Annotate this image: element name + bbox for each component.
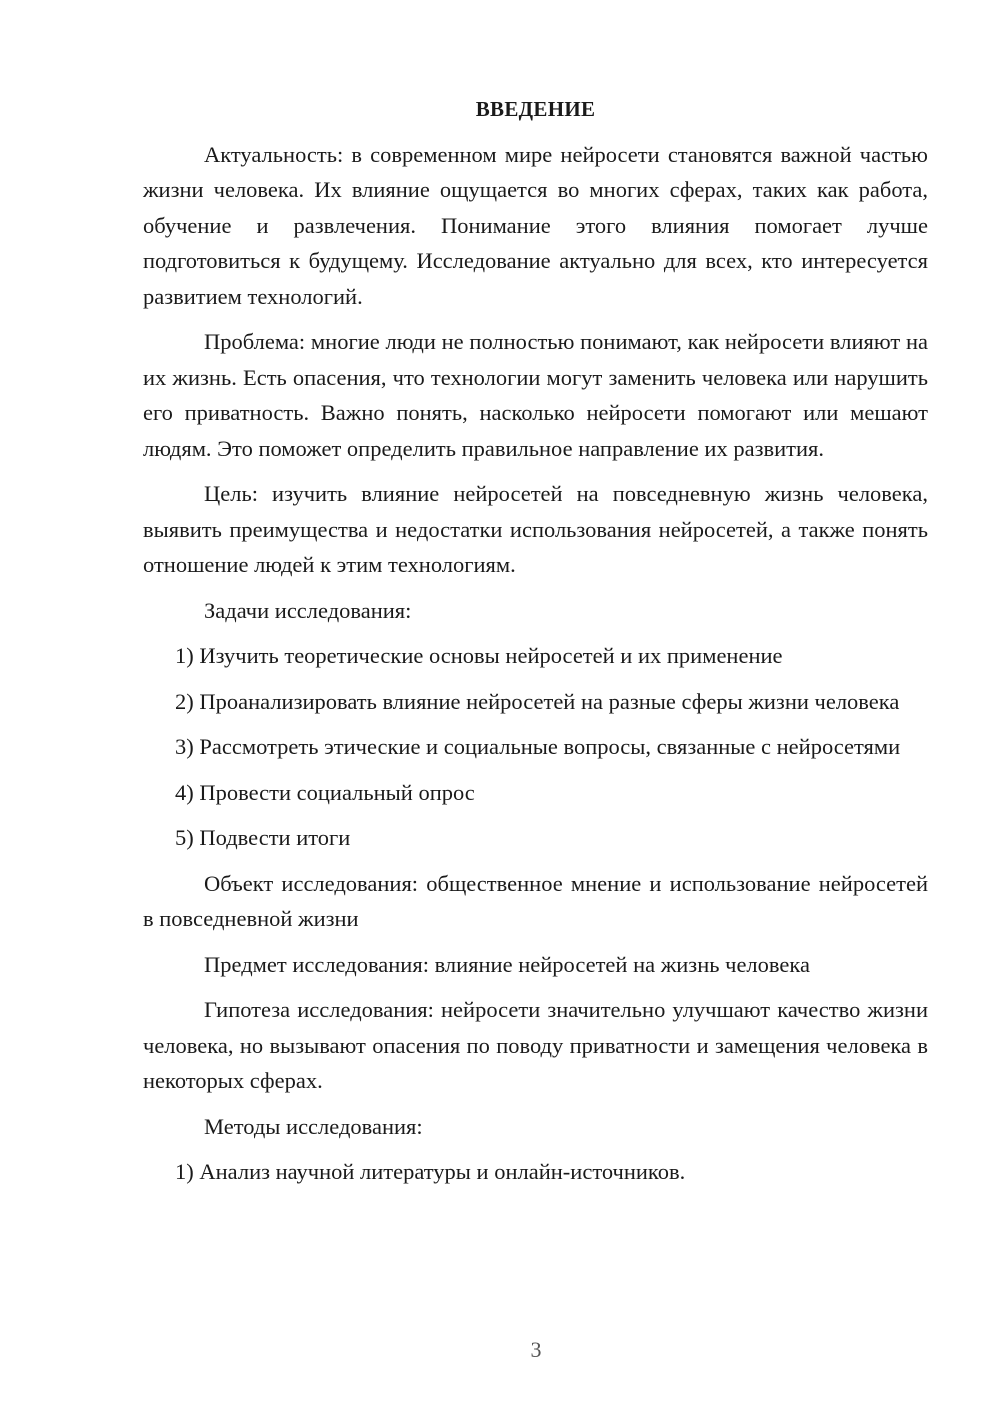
relevance-paragraph: Актуальность: в современном мире нейросети становятся важной частью жизни человека. Их влияние ощущается во многих сферах, таких как работа, обучение и развлечения. Понимание этого влияния помогает лучше подготовиться к будущему. Исследование актуально для всех, кто интересуется развитием технологий. [143, 141, 928, 309]
method-item: 1) Анализ научной литературы и онлайн-источников. [175, 1159, 686, 1184]
methods-heading: Методы исследования: [204, 1113, 423, 1139]
goal-paragraph: Цель: изучить влияние нейросетей на повседневную жизнь человека, выявить преимущества и недостатки использования нейросетей, а также понять отношение людей к этим технологиям. [143, 481, 928, 577]
tasks-heading: Задачи исследования: [204, 597, 412, 623]
task-item: 4) Провести социальный опрос [175, 779, 475, 805]
hypothesis-paragraph: Гипотеза исследования: нейросети значительно улучшают качество жизни человека, но вызывают опасения по поводу приватности и замещения человека в некоторых сферах. [143, 997, 928, 1093]
object-paragraph: Объект исследования: общественное мнение и использование нейросетей в повседневной жизни [143, 870, 928, 931]
page-number: 3 [530, 1337, 542, 1362]
page-content [143, 92, 928, 1200]
task-item: 2) Проанализировать влияние нейросетей на разные сферы жизни человека [175, 688, 900, 714]
task-item: 1) Изучить теоретические основы нейросетей и их применение [175, 643, 783, 668]
subject-paragraph: Предмет исследования: влияние нейросетей на жизнь человека [204, 951, 810, 977]
task-item: 5) Подвести итоги [175, 825, 351, 850]
task-item: 3) Рассмотреть этические и социальные вопросы, связанные с нейросетями [175, 734, 901, 759]
section-title: ВВЕДЕНИЕ [475, 97, 596, 121]
problem-paragraph: Проблема: многие люди не полностью понимают, как нейросети влияют на их жизнь. Есть опасения, что технологии могут заменить человека или нарушить его приватность. Важно понять, насколько нейросети помогают или мешают людям. Это поможет определить правильное направление их развития. [143, 329, 928, 461]
